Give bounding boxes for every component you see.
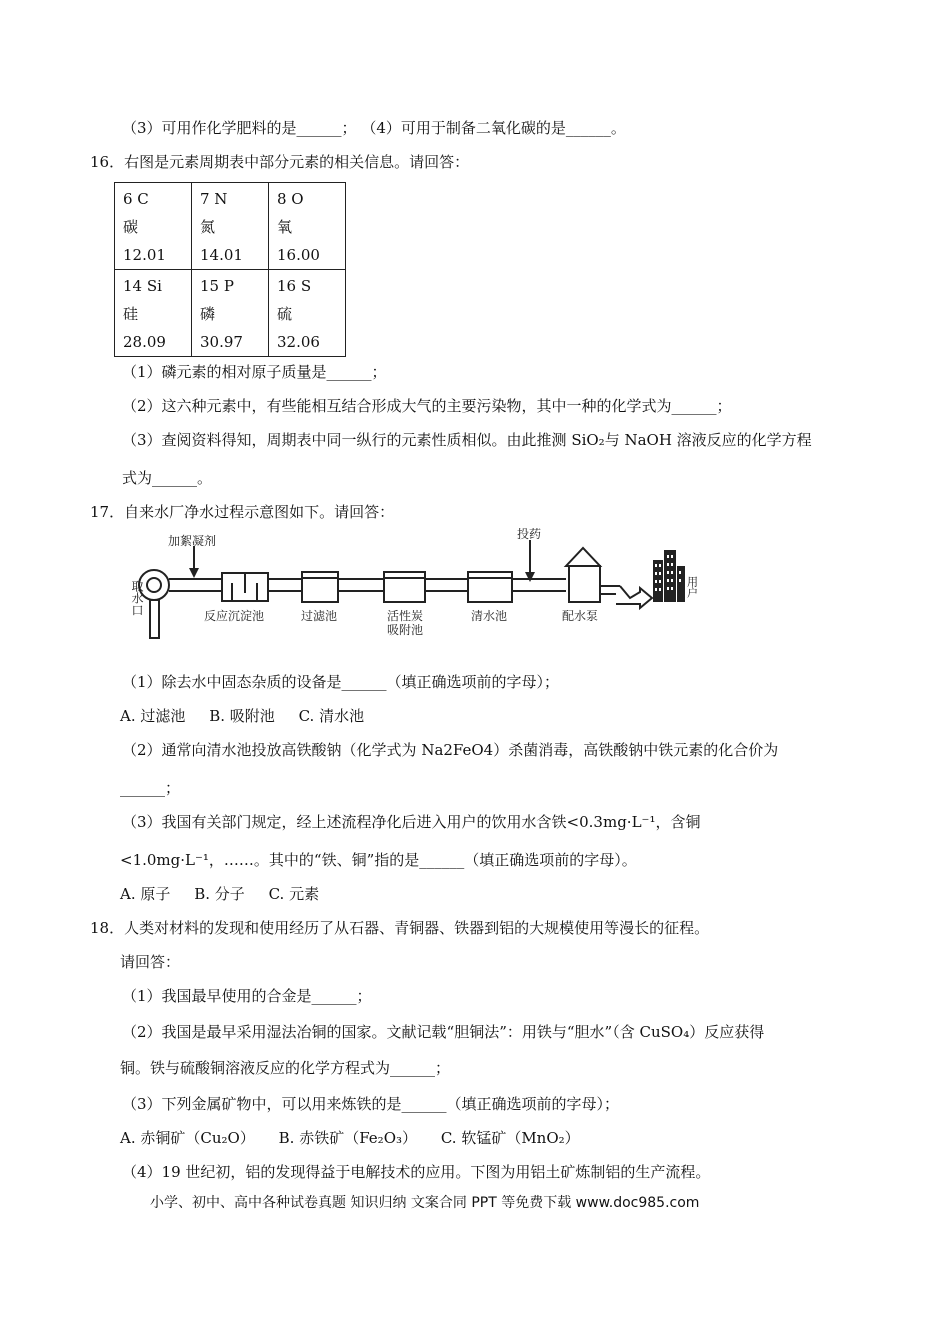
q17-sub1-options: A. 过滤池 B. 吸附池 C. 清水池 [120, 707, 365, 725]
q16-sub1: （1）磷元素的相对原子质量是______； [122, 363, 387, 381]
label-dosing: 投药 [517, 528, 542, 541]
q16-sub3-cont: 式为______。 [122, 469, 213, 487]
element-cell: 14 Si 硅 28.09 [115, 270, 192, 357]
periodic-table-excerpt [114, 182, 346, 357]
q18-sub2: （2）我国是最早采用湿法冶铜的国家。文献记载“胆铜法”：用铁与“胆水”（含 CuSO₄）反应获得 [122, 1023, 765, 1041]
q17-sub3-options: A. 原子 B. 分子 C. 元素 [120, 885, 320, 903]
label-carbon-tank-1: 活性炭 [387, 609, 424, 623]
q17-sub3: （3）我国有关部门规定，经上述流程净化后进入用户的饮用水含铁<0.3mg·L⁻¹，含铜 [122, 813, 701, 831]
element-cell: 6 C 碳 12.01 [115, 183, 192, 270]
label-intake: 取水口 [130, 580, 144, 616]
label-sedimentation-tank: 反应沉淀池 [204, 609, 265, 623]
q18-sub4: （4）19 世纪初，铝的发现得益于电解技术的应用。下图为用铝土矿炼制铝的生产流程。 [122, 1163, 711, 1181]
q16-stem: 16．右图是元素周期表中部分元素的相关信息。请回答： [90, 153, 470, 171]
q16-sub3: （3）查阅资料得知，周期表中同一纵行的元素性质相似。由此推测 SiO₂与 NaOH 溶液反应的化学方程 [122, 431, 812, 449]
q17-sub2-cont: ______； [120, 779, 181, 797]
q17-sub1: （1）除去水中固态杂质的设备是______（填正确选项前的字母）； [122, 673, 560, 691]
q17-sub2: （2）通常向清水池投放高铁酸钠（化学式为 Na2FeO4）杀菌消毒，高铁酸钠中铁元素的化合价为 [122, 741, 779, 759]
element-cell: 16 S 硫 32.06 [269, 270, 346, 357]
q18-sub3: （3）下列金属矿物中，可以用来炼铁的是______（填正确选项前的字母）； [122, 1095, 620, 1113]
q17-stem: 17．自来水厂净水过程示意图如下。请回答： [90, 503, 395, 521]
label-clear-water-tank: 清水池 [471, 609, 508, 623]
q18-sub3-options: A. 赤铜矿（Cu₂O） B. 赤铁矿（Fe₂O₃） C. 软锰矿（MnO₂） [120, 1129, 580, 1147]
q18-stem-cont: 请回答： [120, 953, 181, 971]
label-pump: 配水泵 [562, 609, 599, 623]
element-cell: 8 O 氧 16.00 [269, 183, 346, 270]
water-treatment-diagram [120, 528, 700, 646]
q18-sub2-cont: 铜。铁与硫酸铜溶液反应的化学方程式为______； [120, 1059, 451, 1077]
page-footer: 小学、初中、高中各种试卷真题 知识归纳 文案合同 PPT 等免费下载 www.doc985.com [150, 1195, 700, 1211]
q17-sub3-cont: <1.0mg·L⁻¹，……。其中的“铁、铜”指的是______（填正确选项前的字母）。 [120, 851, 637, 869]
q18-sub1: （1）我国最早使用的合金是______； [122, 987, 372, 1005]
label-filter-tank: 过滤池 [301, 609, 338, 623]
q15-tail: （3）可用作化学肥料的是______； （4）可用于制备二氧化碳的是______。 [122, 119, 626, 137]
q18-stem: 18．人类对材料的发现和使用经历了从石器、青铜器、铁器到铝的大规模使用等漫长的征程。 [90, 919, 710, 937]
label-carbon-tank-2: 吸附池 [387, 623, 424, 637]
element-cell: 15 P 磷 30.97 [192, 270, 269, 357]
q16-sub2: （2）这六种元素中，有些能相互结合形成大气的主要污染物，其中一种的化学式为______； [122, 397, 732, 415]
element-cell: 7 N 氮 14.01 [192, 183, 269, 270]
label-user: 用户 [685, 576, 699, 598]
label-coagulant: 加絮凝剂 [168, 534, 217, 548]
